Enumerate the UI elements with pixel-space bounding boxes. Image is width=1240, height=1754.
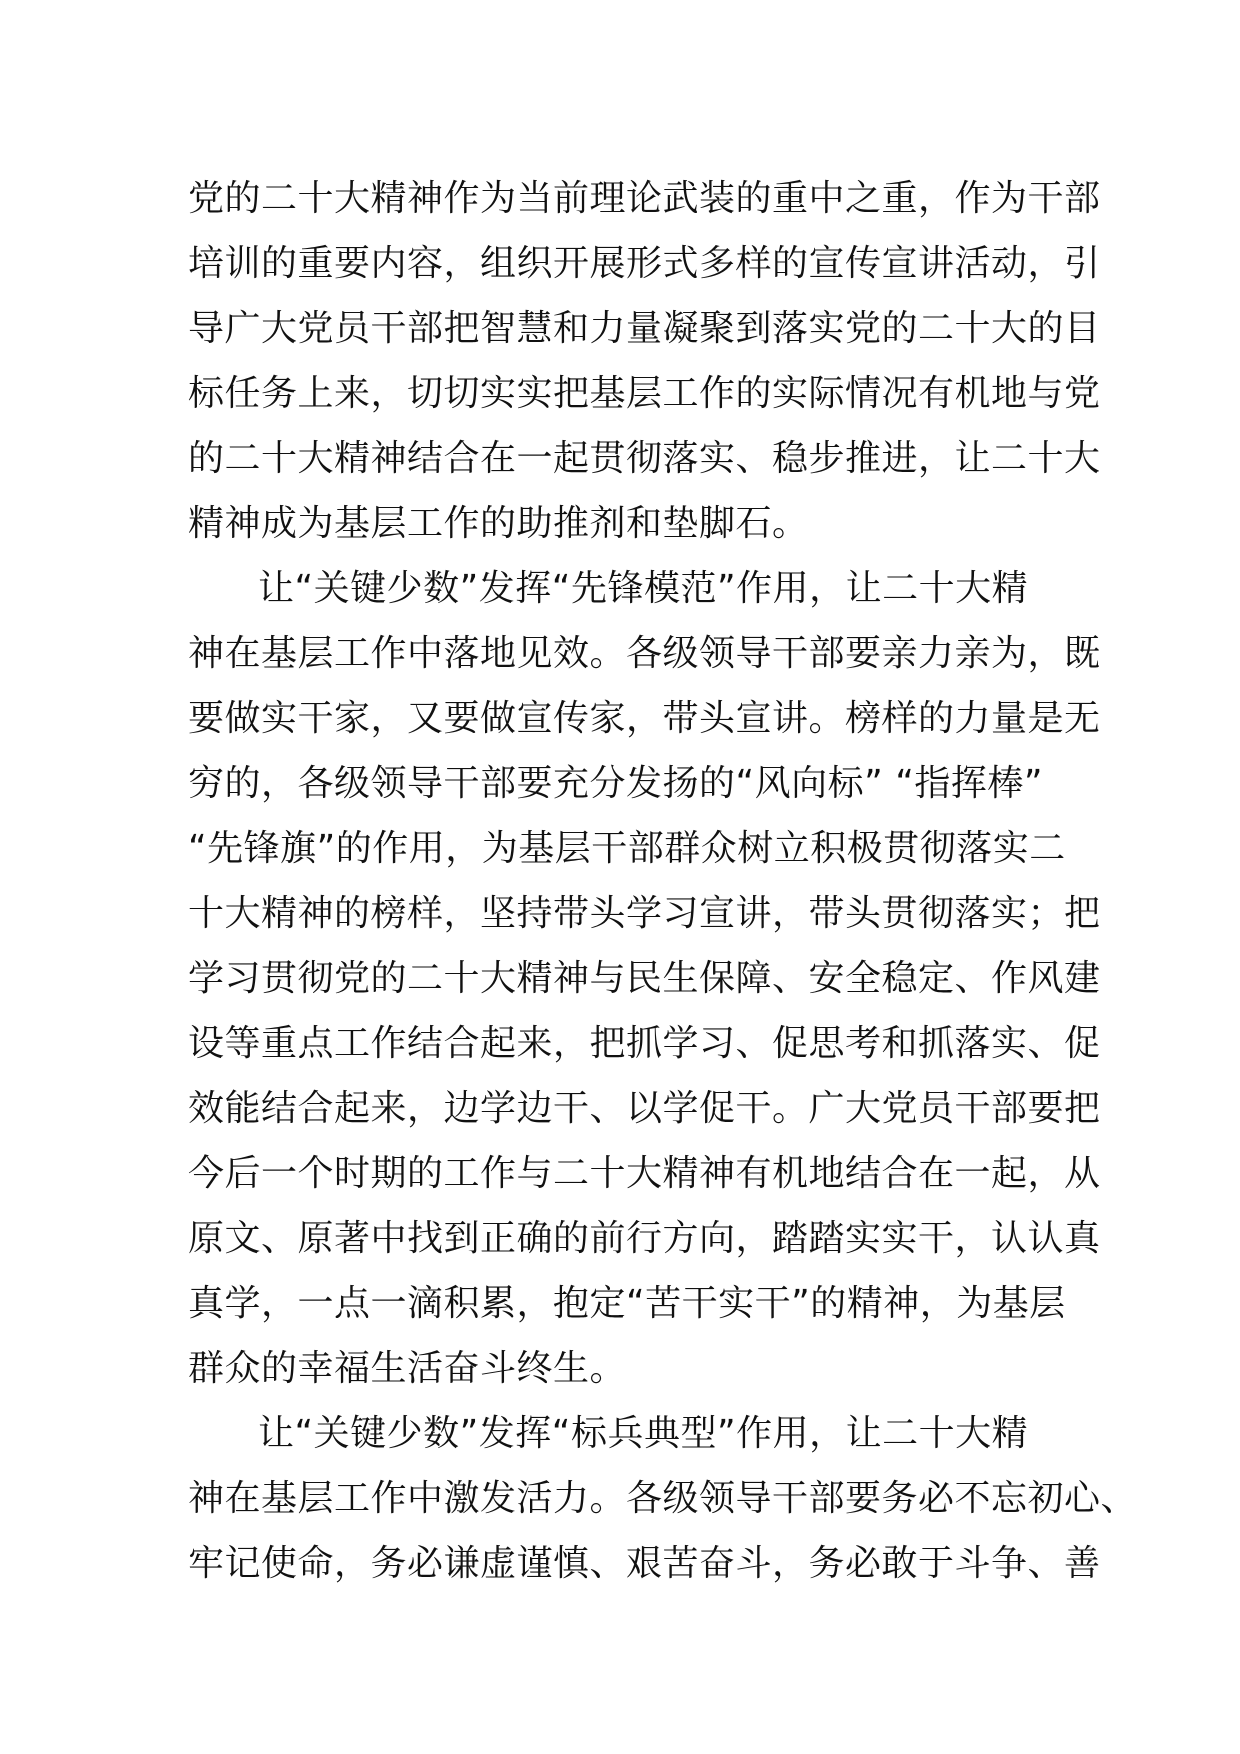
text-line: 十大精神的榜样，坚持带头学习宣讲，带头贯彻落实；把 <box>188 893 1101 934</box>
text-line: 穷的，各级领导干部要充分发扬的“风向标” “指挥棒” <box>188 763 1044 804</box>
text-line: 牢记使命，务必谦虚谨慎、艰苦奋斗，务必敢于斗争、善 <box>188 1543 1101 1584</box>
text-line: 学习贯彻党的二十大精神与民生保障、安全稳定、作风建 <box>188 958 1101 999</box>
text-line: 的二十大精神结合在一起贯彻落实、稳步推进，让二十大 <box>188 438 1101 479</box>
text-line: 今后一个时期的工作与二十大精神有机地结合在一起，从 <box>188 1153 1101 1194</box>
text-line: 群众的幸福生活奋斗终生。 <box>188 1348 627 1389</box>
text-line: “先锋旗”的作用，为基层干部群众树立积极贯彻落实二 <box>188 828 1066 869</box>
text-line: 神在基层工作中落地见效。各级领导干部要亲力亲为，既 <box>188 633 1101 674</box>
paragraph-start-line: 让“关键少数”发挥“标兵典型”作用，让二十大精 <box>258 1413 1029 1454</box>
text-line: 真学，一点一滴积累，抱定“苦干实干”的精神，为基层 <box>188 1283 1066 1324</box>
text-line: 设等重点工作结合起来，把抓学习、促思考和抓落实、促 <box>188 1023 1101 1064</box>
text-line: 原文、原著中找到正确的前行方向，踏踏实实干，认认真 <box>188 1218 1101 1259</box>
text-line: 效能结合起来，边学边干、以学促干。广大党员干部要把 <box>188 1088 1101 1129</box>
text-line: 党的二十大精神作为当前理论武装的重中之重，作为干部 <box>188 178 1101 219</box>
text-line: 要做实干家，又要做宣传家，带头宣讲。榜样的力量是无 <box>188 698 1101 739</box>
text-line: 标任务上来，切切实实把基层工作的实际情况有机地与党 <box>188 373 1101 414</box>
text-line: 导广大党员干部把智慧和力量凝聚到落实党的二十大的目 <box>188 308 1101 349</box>
text-line: 培训的重要内容，组织开展形式多样的宣传宣讲活动，引 <box>188 243 1101 284</box>
paragraph-start-line: 让“关键少数”发挥“先锋模范”作用，让二十大精 <box>258 568 1029 609</box>
document-body <box>188 166 1138 1596</box>
text-line: 神在基层工作中激发活力。各级领导干部要务必不忘初心、 <box>188 1478 1138 1519</box>
text-line: 精神成为基层工作的助推剂和垫脚石。 <box>188 503 809 544</box>
